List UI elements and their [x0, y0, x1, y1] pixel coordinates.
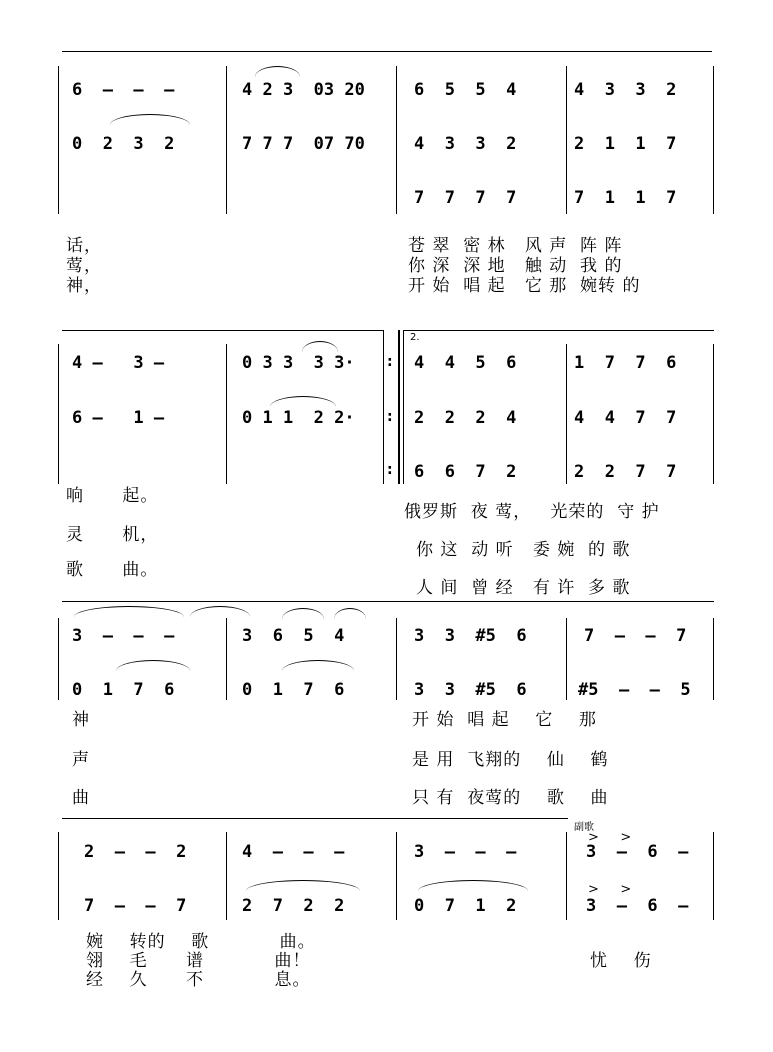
notes-top: 4 3 3 2 [574, 80, 677, 100]
lyric-line: 声 [72, 750, 90, 770]
notes-third: 7 1 1 7 [574, 188, 677, 208]
accent-marks: > > [588, 830, 633, 845]
lyric-line: 婉 转的 歌 曲。 [86, 932, 316, 952]
slur [418, 880, 528, 891]
notes-top: 3 – 6 – [586, 842, 689, 862]
lyric-line: 只 有 夜莺的 歌 曲 [412, 788, 609, 808]
lyric-line: 你 这 动 听 委 婉 的 歌 [416, 540, 631, 560]
notes-top: 1 7 7 6 [574, 353, 677, 373]
notes-bottom: 4 3 3 2 [414, 134, 517, 154]
notes-top: 6 – – – [72, 80, 175, 100]
notes-bottom: 7 – – 7 [84, 896, 187, 916]
slur [282, 660, 354, 671]
notes-top: 7 – – 7 [584, 626, 687, 646]
lyric-line: 忧 伤 [590, 951, 652, 971]
notes-bottom: 2 7 2 2 [242, 896, 345, 916]
notes-top: 3 – – – [414, 842, 517, 862]
repeat-dots: : [387, 409, 393, 425]
staff-rule [62, 601, 714, 602]
notes-top: 6 5 5 4 [414, 80, 517, 100]
top-rule [62, 51, 712, 52]
slur [302, 341, 338, 352]
lyric-line: 苍 翠 密 林 风 声 阵 阵 [408, 236, 623, 256]
chorus-label: 副歌 [574, 822, 594, 833]
slur [282, 608, 324, 619]
notes-top: 4 2 3 03 20 [242, 80, 365, 100]
lyric-line: 是 用 飞翔的 仙 鹤 [412, 750, 609, 770]
slur [246, 880, 360, 891]
barline [58, 344, 59, 484]
accent-marks: > > [588, 882, 633, 897]
barline [58, 618, 59, 700]
notes-top: 4 4 5 6 [414, 353, 517, 373]
lyric-line: 歌 曲。 [66, 560, 159, 580]
notes-bottom: 0 1 7 6 [72, 680, 175, 700]
notes-bottom: 3 – 6 – [586, 896, 689, 916]
repeat-dots: : [387, 462, 393, 478]
notes-bottom: 6 – 1 – [72, 408, 165, 428]
lyric-line: 曲 [72, 788, 90, 808]
notes-bottom: 0 7 1 2 [414, 896, 517, 916]
lyric-line: 响 起。 [66, 486, 159, 506]
slur [270, 396, 336, 407]
notes-bottom: 7 7 7 07 70 [242, 134, 365, 154]
slur [334, 608, 366, 619]
lyric-line: 开 始 唱 起 它 那 婉转 的 [408, 276, 641, 296]
slur [110, 114, 190, 125]
lyric-line: 神 [72, 710, 90, 730]
lyric-line: 灵 机， [66, 525, 159, 545]
notes-top: 3 3 #5 6 [414, 626, 527, 646]
notes-top: 0 3 3 3 3· [242, 353, 355, 373]
volta-label: 2. [410, 332, 420, 343]
lyric-line: 俄罗斯 夜 莺， 光荣的 守 护 [404, 502, 660, 522]
notes-third: 7 7 7 7 [414, 188, 517, 208]
lyric-line: 话， [66, 236, 102, 256]
notes-bottom: 0 1 1 2 2· [242, 408, 355, 428]
notes-bottom: 2 2 2 4 [414, 408, 517, 428]
repeat-dots: : [387, 354, 393, 370]
lyric-line: 经 久 不 息。 [86, 970, 311, 990]
notes-top: 3 6 5 4 [242, 626, 345, 646]
slur [74, 606, 184, 617]
slur [255, 66, 300, 77]
barline [58, 66, 59, 214]
lyric-line: 神， [66, 276, 102, 296]
staff-rule [62, 818, 568, 819]
notes-bottom: 3 3 #5 6 [414, 680, 527, 700]
notes-bottom: 0 2 3 2 [72, 134, 175, 154]
barline [58, 832, 59, 920]
notes-bottom: 2 1 1 7 [574, 134, 677, 154]
notes-bottom: 4 4 7 7 [574, 408, 677, 428]
lyric-line: 开 始 唱 起 它 那 [412, 710, 597, 730]
notes-bottom: 0 1 7 6 [242, 680, 345, 700]
staff-rule [404, 330, 714, 331]
slur [190, 606, 250, 617]
lyric-line: 人 间 曾 经 有 许 多 歌 [416, 578, 631, 598]
notes-top: 3 – – – [72, 626, 175, 646]
lyric-line: 翎 毛 谱 曲！ [86, 951, 311, 971]
notes-third: 6 6 7 2 [414, 462, 517, 482]
notes-top: 2 – – 2 [84, 842, 187, 862]
lyric-line: 莺， [66, 256, 102, 276]
slur [116, 660, 190, 671]
lyric-line: 你 深 深 地 触 动 我 的 [408, 256, 623, 276]
notes-third: 2 2 7 7 [574, 462, 677, 482]
staff-rule [62, 330, 384, 331]
notes-top: 4 – 3 – [72, 353, 165, 373]
notes-top: 4 – – – [242, 842, 345, 862]
notes-bottom: #5 – – 5 [578, 680, 691, 700]
